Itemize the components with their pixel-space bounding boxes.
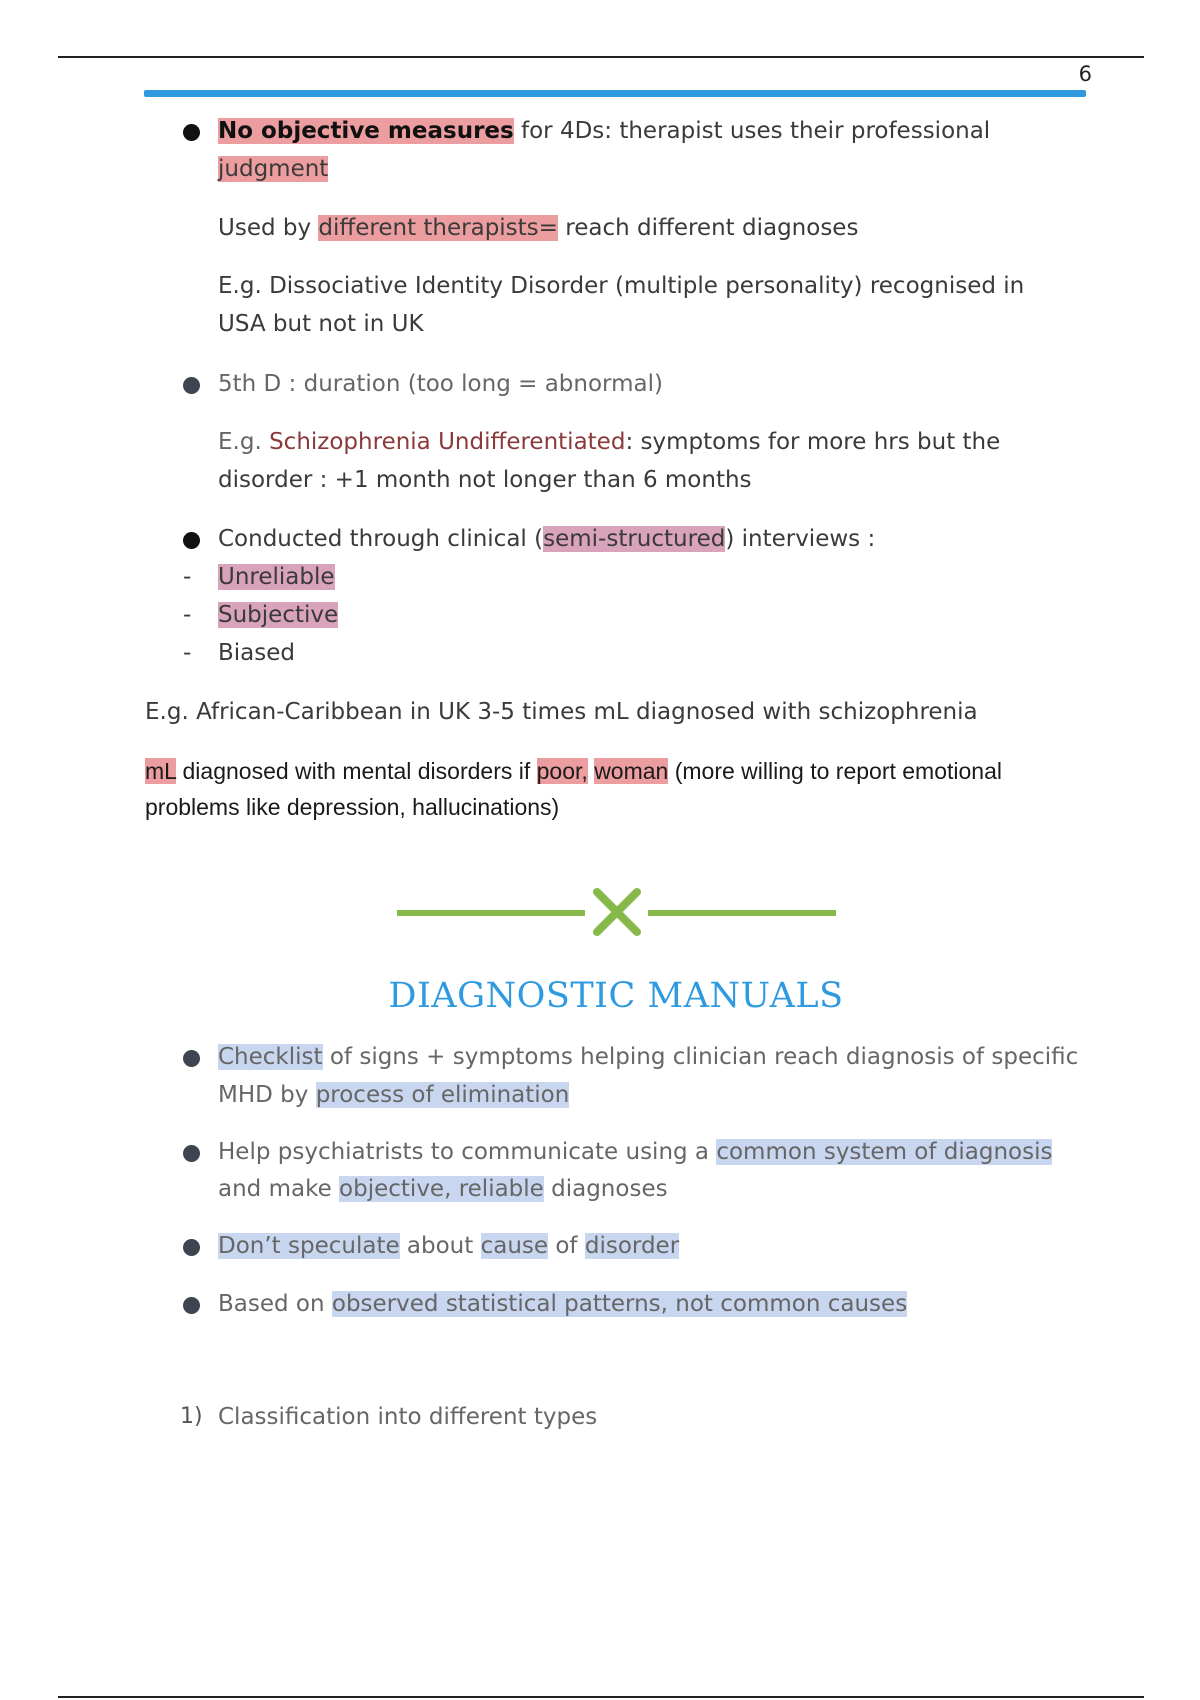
- bullet-icon: [183, 1239, 200, 1256]
- dash-item-subjective: Subjective: [218, 602, 339, 628]
- dash-marker: -: [183, 640, 192, 666]
- divider-line-left: [397, 910, 585, 916]
- bullet-communicate: Help psychiatrists to communicate using a common system of diagnosis: [218, 1139, 1053, 1165]
- highlight-common-system: common system of diagnosis: [716, 1139, 1053, 1165]
- paragraph-different-therapists: Used by different therapists= reach different diagnoses: [218, 215, 859, 241]
- highlight-different-therapists: different therapists=: [318, 215, 558, 241]
- highlight-ml: mL: [145, 758, 177, 784]
- term-schizophrenia-undifferentiated: Schizophrenia Undifferentiated: [269, 429, 626, 455]
- highlight-disorder: disorder: [584, 1233, 680, 1259]
- highlight-objective-reliable: objective, reliable: [339, 1176, 544, 1202]
- top-rule: [58, 56, 1144, 58]
- highlight-semi-structured: semi-structured: [543, 526, 726, 552]
- bullet-icon: [183, 532, 200, 549]
- header-accent-bar: [144, 90, 1086, 97]
- bottom-rule: [58, 1696, 1144, 1698]
- highlight-checklist: Checklist: [218, 1044, 323, 1070]
- highlight-cause: cause: [480, 1233, 549, 1259]
- divider-line-right: [648, 910, 836, 916]
- paragraph-ml-diagnosed: mL diagnosed with mental disorders if poor, woman (more willing to report emotional: [145, 758, 1002, 784]
- list-item-classification: Classification into different types: [218, 1404, 598, 1430]
- paragraph-african-caribbean: E.g. African-Caribbean in UK 3-5 times mL diagnosed with schizophrenia: [145, 699, 978, 725]
- highlight-no-objective-measures: No objective measures: [218, 118, 514, 144]
- paragraph-ml-diagnosed-line2: problems like depression, hallucinations): [145, 794, 560, 820]
- highlight-statistical-patterns: observed statistical patterns, not common causes: [331, 1291, 908, 1317]
- highlight-dont-speculate: Don’t speculate: [218, 1233, 400, 1259]
- bullet-communicate-line2: and make objective, reliable diagnoses: [218, 1176, 668, 1202]
- list-number: 1): [180, 1404, 203, 1429]
- bullet-icon: [183, 1297, 200, 1314]
- bullet-no-objective-measures: No objective measures for 4Ds: therapist uses their professional: [218, 118, 991, 144]
- bullet-checklist: Checklist of signs + symptoms helping clinician reach diagnosis of specific: [218, 1044, 1079, 1070]
- bullet-checklist-line2: MHD by process of elimination: [218, 1082, 570, 1108]
- dash-marker: -: [183, 602, 192, 628]
- paragraph-did-example: E.g. Dissociative Identity Disorder (multiple personality) recognised in: [218, 273, 1025, 299]
- paragraph-schizophrenia-example-line2: disorder : +1 month not longer than 6 months: [218, 467, 752, 493]
- bullet-statistical-patterns: Based on observed statistical patterns, not common causes: [218, 1291, 908, 1317]
- section-heading: DIAGNOSTIC MANUALS: [388, 976, 844, 1016]
- bullet-dont-speculate: Don’t speculate about cause of disorder: [218, 1233, 680, 1259]
- bullet-icon: [183, 1050, 200, 1067]
- highlight-judgment: judgment: [218, 156, 329, 182]
- bullet-clinical-interviews: Conducted through clinical (semi-structured) interviews :: [218, 526, 876, 552]
- page-number: 6: [1078, 62, 1092, 86]
- highlight-process-of-elimination: process of elimination: [315, 1082, 570, 1108]
- bullet-5th-d-duration: 5th D : duration (too long = abnormal): [218, 371, 663, 397]
- dash-marker: -: [183, 564, 192, 590]
- bullet-icon: [183, 1145, 200, 1162]
- paragraph-schizophrenia-example: E.g. Schizophrenia Undifferentiated: symptoms for more hrs but the: [218, 429, 1001, 455]
- highlight-woman: woman: [594, 758, 669, 784]
- divider-cross-icon: [590, 885, 644, 939]
- paragraph-did-example-line2: USA but not in UK: [218, 311, 424, 337]
- dash-item-biased: Biased: [218, 640, 295, 666]
- highlight-poor: poor,: [536, 758, 588, 784]
- bullet-no-objective-measures-line2: [218, 150, 328, 188]
- dash-item-unreliable: Unreliable: [218, 564, 335, 590]
- bullet-icon: [183, 124, 200, 141]
- bullet-icon: [183, 377, 200, 394]
